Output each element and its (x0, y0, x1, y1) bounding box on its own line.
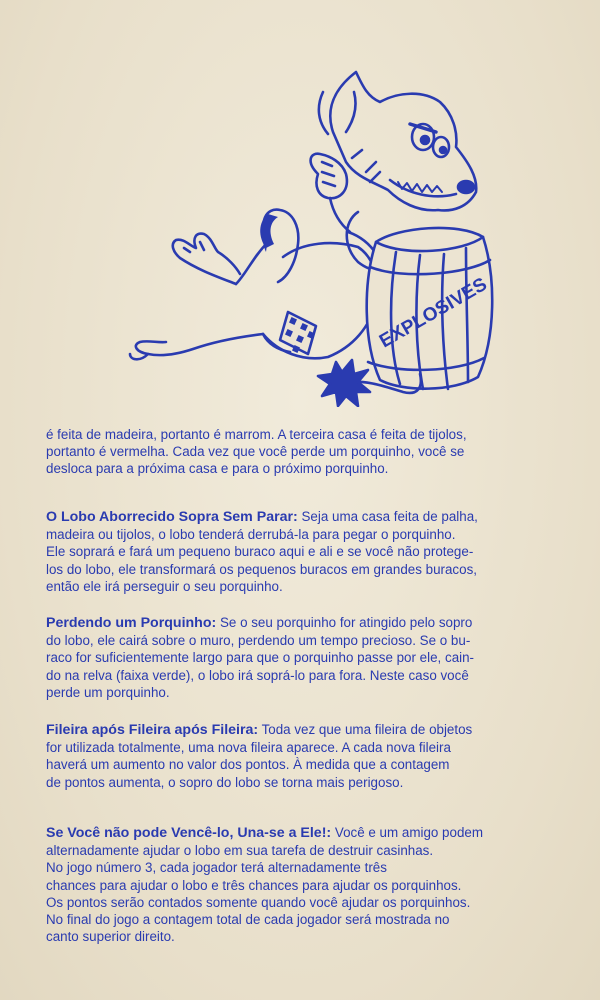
text-line (46, 508, 582, 526)
text-line: for utilizada totalmente, uma nova fileira aparece. A cada nova fileira (46, 740, 451, 756)
wolf-leg-lying (130, 334, 290, 359)
wolf-barrel-illustration (118, 62, 508, 407)
text-line: raco for suficientemente largo para que o porquinho passe por ele, cain- (46, 650, 475, 666)
text-line: madeira ou tijolos, o lobo tenderá derrubá-la para pegar o porquinho. (46, 527, 456, 543)
text-line: No jogo número 3, cada jogador terá alternadamente três (46, 860, 387, 876)
text-line: canto superior direito. (46, 929, 175, 945)
text-line (46, 721, 582, 739)
section-heading: O Lobo Aborrecido Sopra Sem Parar: (46, 509, 298, 525)
explosives-barrel (367, 228, 493, 389)
section-heading: Perdendo um Porquinho: (46, 615, 217, 631)
text-line: é feita de madeira, portanto é marrom. A terceira casa é feita de tijolos, (46, 427, 467, 442)
text-line: do lobo, ele cairá sobre o muro, perdendo um tempo precioso. Se o bu- (46, 633, 471, 649)
text-fragment: Toda vez que uma fileira de objetos (258, 722, 473, 737)
wolf-fist (311, 154, 350, 232)
text-line: No final do jogo a contagem total de cada jogador será mostrada no (46, 912, 450, 928)
section-heading: Se Você não pode Vencê-lo, Una-se a Ele!: (46, 825, 332, 841)
text-line: do na relva (faixa verde), o lobo irá soprá-lo para fora. Neste caso você (46, 667, 469, 683)
wolf-leg-raised (173, 210, 299, 284)
text-line: Ele soprará e fará um pequeno buraco aqui e ali e se você não protege- (46, 544, 474, 560)
paragraph-intro (46, 426, 582, 478)
text-line: Os pontos serão contados somente quando você ajudar os porquinhos. (46, 894, 471, 910)
text-line (46, 614, 582, 632)
text-line: portanto é vermelha. Cada vez que você perde um porquinho, você se (46, 444, 465, 460)
text-line (46, 824, 582, 842)
text-line: chances para ajudar o lobo e três chances para ajudar os porquinhos. (46, 877, 462, 893)
text-line: alternadamente ajudar o lobo em sua tarefa de destruir casinhas. (46, 843, 434, 859)
section-heading: Fileira após Fileira após Fileira: (46, 722, 259, 738)
barrel-label: EXPLOSIVES (376, 273, 491, 353)
paragraph-una-se (46, 824, 582, 945)
paragraph-lobo-sopra (46, 508, 582, 595)
text-line: perde um porquinho. (46, 684, 170, 700)
text-line: de pontos aumenta, o sopro do lobo se torna mais perigoso. (46, 774, 404, 790)
wolf-head (319, 72, 476, 210)
paragraph-perdendo (46, 614, 582, 701)
text-line: desloca para a próxima casa e para o próximo porquinho. (46, 461, 389, 477)
text-line: haverá um aumento no valor dos pontos. À medida que a contagem (46, 757, 450, 773)
text-line: los do lobo, ele transformará os pequenos buracos em grandes buracos, (46, 561, 477, 577)
text-fragment: Seja uma casa feita de palha, (297, 509, 478, 524)
paragraph-fileira (46, 721, 582, 791)
checkered-patch (280, 312, 316, 354)
text-fragment: Se o seu porquinho for atingido pelo sopro (216, 615, 473, 630)
text-fragment: Você e um amigo podem (331, 825, 484, 840)
text-line: então ele irá perseguir o seu porquinho. (46, 578, 283, 594)
